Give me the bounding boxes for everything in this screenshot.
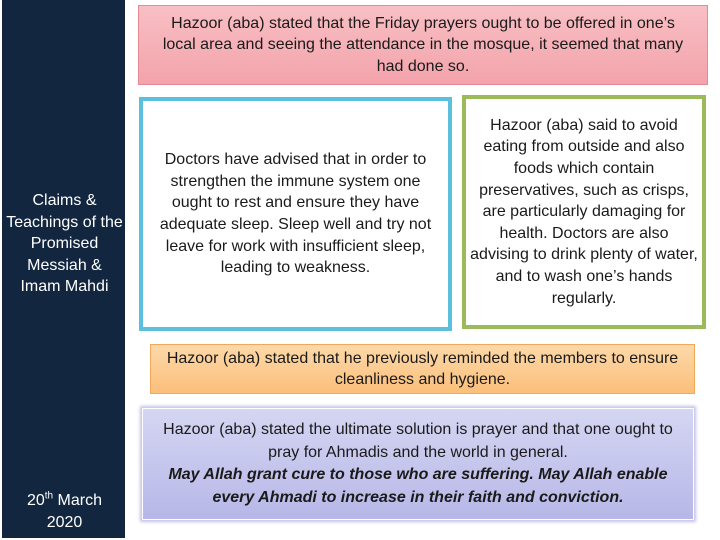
prayer-text: Hazoor (aba) stated the ultimate solution is prayer and that one ought to pray for Ahmadis and the world in general. bbox=[163, 421, 673, 461]
prayer-emphasis-text: May Allah grant cure to those who are suffering. May Allah enable every Ahmadi to increase in their faith and conviction. bbox=[168, 466, 668, 506]
sidebar-date bbox=[6, 490, 123, 534]
diet-advice-text: Hazoor (aba) said to avoid eating from outside and also foods which contain preservatives, such as crisps, are particularly damaging for health. Doctors are also advising to drink plenty of water, and to wash one’s hands regularly. bbox=[470, 116, 698, 307]
date-month: March bbox=[53, 492, 103, 509]
friday-prayers-box bbox=[138, 5, 708, 85]
date-suffix: th bbox=[44, 490, 54, 502]
friday-prayers-text: Hazoor (aba) stated that the Friday prayers ought to be offered in one’s local area and seeing the attendance in the mosque, it seemed that many had done so. bbox=[162, 14, 684, 75]
prayer-box bbox=[142, 408, 694, 520]
doctors-advice-box bbox=[139, 97, 452, 331]
sidebar bbox=[2, 0, 125, 538]
cleanliness-box bbox=[150, 344, 695, 394]
diet-advice-box bbox=[462, 95, 706, 329]
date-year: 2020 bbox=[46, 514, 83, 531]
date-day: 20 bbox=[26, 492, 45, 509]
doctors-advice-text: Doctors have advised that in order to strengthen the immune system one ought to rest and ensure they have adequate sleep. Sleep well and try not leave for work with insufficient sleep, leading to weakness. bbox=[159, 150, 432, 277]
cleanliness-text: Hazoor (aba) stated that he previously reminded the members to ensure cleanliness and hygiene. bbox=[166, 349, 679, 388]
sidebar-title: Claims & Teachings of the Promised Messiah & Imam Mahdi bbox=[6, 192, 123, 295]
